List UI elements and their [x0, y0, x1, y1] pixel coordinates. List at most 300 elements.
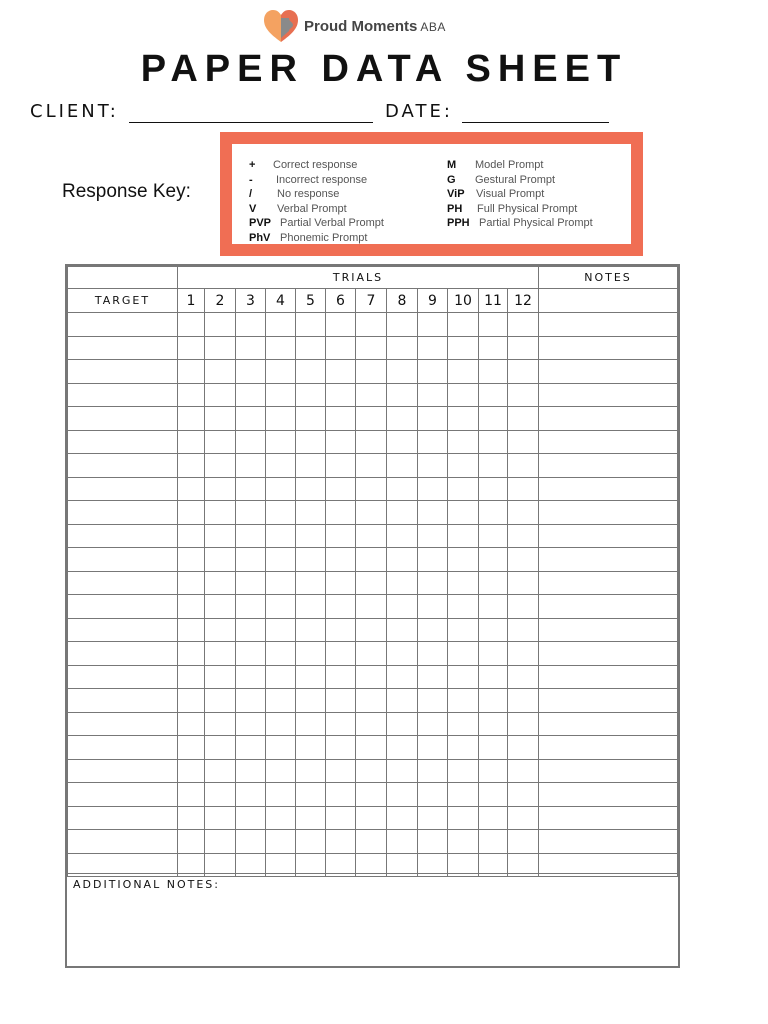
trial-cell[interactable] — [448, 665, 479, 689]
target-cell[interactable] — [68, 430, 178, 454]
trial-cell[interactable] — [418, 642, 448, 666]
trial-cell[interactable] — [205, 360, 236, 384]
trial-cell[interactable] — [508, 454, 539, 478]
trial-cell[interactable] — [205, 689, 236, 713]
trial-cell[interactable] — [178, 689, 205, 713]
trial-cell[interactable] — [448, 642, 479, 666]
trial-cell[interactable] — [479, 407, 508, 431]
notes-cell[interactable] — [539, 618, 678, 642]
target-cell[interactable] — [68, 830, 178, 854]
trial-cell[interactable] — [296, 524, 326, 548]
trial-cell[interactable] — [266, 477, 296, 501]
trial-cell[interactable] — [356, 454, 387, 478]
trial-cell[interactable] — [296, 689, 326, 713]
trial-cell[interactable] — [296, 571, 326, 595]
trial-cell[interactable] — [387, 783, 418, 807]
target-cell[interactable] — [68, 477, 178, 501]
trial-cell[interactable] — [296, 806, 326, 830]
trial-cell[interactable] — [326, 712, 356, 736]
trial-cell[interactable] — [296, 712, 326, 736]
trial-cell[interactable] — [236, 430, 266, 454]
trial-cell[interactable] — [387, 665, 418, 689]
target-cell[interactable] — [68, 665, 178, 689]
trial-cell[interactable] — [508, 383, 539, 407]
notes-cell[interactable] — [539, 759, 678, 783]
trial-cell[interactable] — [205, 595, 236, 619]
trial-cell[interactable] — [508, 336, 539, 360]
trial-cell[interactable] — [205, 336, 236, 360]
notes-cell[interactable] — [539, 430, 678, 454]
trial-cell[interactable] — [387, 524, 418, 548]
trial-cell[interactable] — [418, 618, 448, 642]
trial-cell[interactable] — [387, 477, 418, 501]
trial-cell[interactable] — [387, 689, 418, 713]
trial-cell[interactable] — [178, 618, 205, 642]
trial-cell[interactable] — [236, 759, 266, 783]
trial-cell[interactable] — [356, 360, 387, 384]
trial-cell[interactable] — [326, 571, 356, 595]
trial-cell[interactable] — [266, 454, 296, 478]
trial-cell[interactable] — [479, 524, 508, 548]
trial-cell[interactable] — [205, 830, 236, 854]
trial-cell[interactable] — [296, 830, 326, 854]
trial-cell[interactable] — [448, 689, 479, 713]
trial-cell[interactable] — [479, 571, 508, 595]
trial-cell[interactable] — [236, 806, 266, 830]
trial-cell[interactable] — [236, 712, 266, 736]
trial-cell[interactable] — [178, 477, 205, 501]
trial-cell[interactable] — [479, 477, 508, 501]
trial-cell[interactable] — [296, 430, 326, 454]
trial-cell[interactable] — [205, 618, 236, 642]
trial-cell[interactable] — [387, 736, 418, 760]
trial-cell[interactable] — [178, 571, 205, 595]
trial-cell[interactable] — [178, 407, 205, 431]
trial-cell[interactable] — [296, 759, 326, 783]
target-cell[interactable] — [68, 360, 178, 384]
trial-cell[interactable] — [266, 548, 296, 572]
trial-cell[interactable] — [205, 712, 236, 736]
trial-cell[interactable] — [448, 595, 479, 619]
trial-cell[interactable] — [418, 313, 448, 337]
trial-cell[interactable] — [356, 548, 387, 572]
notes-cell[interactable] — [539, 407, 678, 431]
trial-cell[interactable] — [418, 383, 448, 407]
trial-cell[interactable] — [266, 524, 296, 548]
notes-cell[interactable] — [539, 383, 678, 407]
trial-cell[interactable] — [448, 618, 479, 642]
trial-cell[interactable] — [356, 689, 387, 713]
trial-cell[interactable] — [326, 336, 356, 360]
trial-cell[interactable] — [205, 548, 236, 572]
target-cell[interactable] — [68, 618, 178, 642]
target-cell[interactable] — [68, 501, 178, 525]
target-cell[interactable] — [68, 548, 178, 572]
trial-cell[interactable] — [326, 830, 356, 854]
notes-cell[interactable] — [539, 665, 678, 689]
target-cell[interactable] — [68, 736, 178, 760]
trial-cell[interactable] — [356, 830, 387, 854]
trial-cell[interactable] — [326, 430, 356, 454]
trial-cell[interactable] — [236, 571, 266, 595]
trial-cell[interactable] — [479, 501, 508, 525]
additional-notes-area[interactable] — [67, 873, 678, 966]
trial-cell[interactable] — [266, 642, 296, 666]
trial-cell[interactable] — [266, 830, 296, 854]
trial-cell[interactable] — [178, 665, 205, 689]
target-cell[interactable] — [68, 571, 178, 595]
trial-cell[interactable] — [387, 454, 418, 478]
notes-cell[interactable] — [539, 336, 678, 360]
trial-cell[interactable] — [296, 642, 326, 666]
trial-cell[interactable] — [236, 407, 266, 431]
trial-cell[interactable] — [448, 548, 479, 572]
trial-cell[interactable] — [178, 806, 205, 830]
trial-cell[interactable] — [387, 360, 418, 384]
trial-cell[interactable] — [296, 548, 326, 572]
trial-cell[interactable] — [236, 360, 266, 384]
trial-cell[interactable] — [418, 736, 448, 760]
trial-cell[interactable] — [178, 524, 205, 548]
trial-cell[interactable] — [387, 712, 418, 736]
trial-cell[interactable] — [266, 407, 296, 431]
trial-cell[interactable] — [448, 407, 479, 431]
trial-cell[interactable] — [448, 830, 479, 854]
trial-cell[interactable] — [387, 336, 418, 360]
trial-cell[interactable] — [448, 712, 479, 736]
trial-cell[interactable] — [479, 689, 508, 713]
notes-cell[interactable] — [539, 477, 678, 501]
trial-cell[interactable] — [205, 642, 236, 666]
notes-cell[interactable] — [539, 548, 678, 572]
trial-cell[interactable] — [326, 783, 356, 807]
trial-cell[interactable] — [418, 759, 448, 783]
trial-cell[interactable] — [418, 806, 448, 830]
trial-cell[interactable] — [418, 454, 448, 478]
trial-cell[interactable] — [178, 336, 205, 360]
trial-cell[interactable] — [236, 477, 266, 501]
trial-cell[interactable] — [418, 548, 448, 572]
trial-cell[interactable] — [296, 336, 326, 360]
trial-cell[interactable] — [178, 430, 205, 454]
notes-cell[interactable] — [539, 595, 678, 619]
trial-cell[interactable] — [296, 665, 326, 689]
trial-cell[interactable] — [448, 783, 479, 807]
trial-cell[interactable] — [236, 736, 266, 760]
trial-cell[interactable] — [448, 313, 479, 337]
trial-cell[interactable] — [205, 759, 236, 783]
trial-cell[interactable] — [418, 830, 448, 854]
trial-cell[interactable] — [326, 759, 356, 783]
trial-cell[interactable] — [236, 783, 266, 807]
trial-cell[interactable] — [236, 689, 266, 713]
trial-cell[interactable] — [356, 571, 387, 595]
trial-cell[interactable] — [326, 665, 356, 689]
trial-cell[interactable] — [236, 595, 266, 619]
trial-cell[interactable] — [508, 712, 539, 736]
trial-cell[interactable] — [356, 618, 387, 642]
trial-cell[interactable] — [356, 524, 387, 548]
trial-cell[interactable] — [508, 430, 539, 454]
trial-cell[interactable] — [296, 477, 326, 501]
notes-cell[interactable] — [539, 454, 678, 478]
trial-cell[interactable] — [178, 383, 205, 407]
trial-cell[interactable] — [356, 712, 387, 736]
target-cell[interactable] — [68, 759, 178, 783]
trial-cell[interactable] — [508, 477, 539, 501]
trial-cell[interactable] — [356, 407, 387, 431]
trial-cell[interactable] — [326, 736, 356, 760]
trial-cell[interactable] — [418, 689, 448, 713]
trial-cell[interactable] — [326, 360, 356, 384]
notes-cell[interactable] — [539, 524, 678, 548]
trial-cell[interactable] — [387, 501, 418, 525]
notes-cell[interactable] — [539, 736, 678, 760]
trial-cell[interactable] — [178, 830, 205, 854]
trial-cell[interactable] — [356, 430, 387, 454]
target-cell[interactable] — [68, 595, 178, 619]
trial-cell[interactable] — [508, 548, 539, 572]
trial-cell[interactable] — [479, 595, 508, 619]
trial-cell[interactable] — [479, 548, 508, 572]
trial-cell[interactable] — [178, 548, 205, 572]
notes-cell[interactable] — [539, 689, 678, 713]
trial-cell[interactable] — [479, 665, 508, 689]
notes-cell[interactable] — [539, 571, 678, 595]
trial-cell[interactable] — [418, 477, 448, 501]
trial-cell[interactable] — [387, 407, 418, 431]
trial-cell[interactable] — [266, 712, 296, 736]
notes-cell[interactable] — [539, 806, 678, 830]
trial-cell[interactable] — [266, 595, 296, 619]
trial-cell[interactable] — [508, 313, 539, 337]
trial-cell[interactable] — [448, 477, 479, 501]
trial-cell[interactable] — [266, 759, 296, 783]
trial-cell[interactable] — [387, 383, 418, 407]
trial-cell[interactable] — [205, 477, 236, 501]
trial-cell[interactable] — [356, 806, 387, 830]
trial-cell[interactable] — [356, 665, 387, 689]
trial-cell[interactable] — [296, 501, 326, 525]
trial-cell[interactable] — [418, 665, 448, 689]
trial-cell[interactable] — [178, 501, 205, 525]
trial-cell[interactable] — [418, 407, 448, 431]
trial-cell[interactable] — [205, 806, 236, 830]
trial-cell[interactable] — [418, 501, 448, 525]
trial-cell[interactable] — [296, 407, 326, 431]
trial-cell[interactable] — [296, 313, 326, 337]
trial-cell[interactable] — [326, 454, 356, 478]
trial-cell[interactable] — [508, 806, 539, 830]
trial-cell[interactable] — [448, 336, 479, 360]
trial-cell[interactable] — [236, 336, 266, 360]
trial-cell[interactable] — [236, 642, 266, 666]
notes-cell[interactable] — [539, 313, 678, 337]
trial-cell[interactable] — [205, 665, 236, 689]
trial-cell[interactable] — [205, 383, 236, 407]
trial-cell[interactable] — [205, 524, 236, 548]
trial-cell[interactable] — [448, 806, 479, 830]
trial-cell[interactable] — [236, 383, 266, 407]
trial-cell[interactable] — [387, 548, 418, 572]
trial-cell[interactable] — [508, 665, 539, 689]
target-cell[interactable] — [68, 806, 178, 830]
trial-cell[interactable] — [387, 313, 418, 337]
trial-cell[interactable] — [326, 524, 356, 548]
trial-cell[interactable] — [418, 524, 448, 548]
date-field[interactable] — [462, 122, 609, 123]
trial-cell[interactable] — [479, 830, 508, 854]
trial-cell[interactable] — [205, 783, 236, 807]
trial-cell[interactable] — [479, 783, 508, 807]
trial-cell[interactable] — [356, 736, 387, 760]
trial-cell[interactable] — [326, 689, 356, 713]
trial-cell[interactable] — [508, 407, 539, 431]
trial-cell[interactable] — [326, 501, 356, 525]
target-cell[interactable] — [68, 313, 178, 337]
target-cell[interactable] — [68, 336, 178, 360]
trial-cell[interactable] — [266, 783, 296, 807]
trial-cell[interactable] — [326, 407, 356, 431]
trial-cell[interactable] — [479, 712, 508, 736]
trial-cell[interactable] — [387, 806, 418, 830]
trial-cell[interactable] — [479, 360, 508, 384]
trial-cell[interactable] — [296, 618, 326, 642]
trial-cell[interactable] — [266, 501, 296, 525]
trial-cell[interactable] — [178, 642, 205, 666]
trial-cell[interactable] — [296, 595, 326, 619]
trial-cell[interactable] — [236, 665, 266, 689]
trial-cell[interactable] — [356, 759, 387, 783]
trial-cell[interactable] — [236, 830, 266, 854]
trial-cell[interactable] — [178, 783, 205, 807]
trial-cell[interactable] — [508, 360, 539, 384]
trial-cell[interactable] — [326, 806, 356, 830]
trial-cell[interactable] — [205, 407, 236, 431]
trial-cell[interactable] — [326, 642, 356, 666]
trial-cell[interactable] — [508, 830, 539, 854]
trial-cell[interactable] — [387, 430, 418, 454]
trial-cell[interactable] — [178, 454, 205, 478]
trial-cell[interactable] — [266, 360, 296, 384]
trial-cell[interactable] — [387, 571, 418, 595]
target-cell[interactable] — [68, 407, 178, 431]
trial-cell[interactable] — [205, 571, 236, 595]
trial-cell[interactable] — [448, 454, 479, 478]
trial-cell[interactable] — [387, 830, 418, 854]
trial-cell[interactable] — [296, 736, 326, 760]
trial-cell[interactable] — [266, 383, 296, 407]
notes-cell[interactable] — [539, 783, 678, 807]
trial-cell[interactable] — [418, 430, 448, 454]
trial-cell[interactable] — [479, 736, 508, 760]
trial-cell[interactable] — [448, 383, 479, 407]
trial-cell[interactable] — [479, 642, 508, 666]
trial-cell[interactable] — [387, 595, 418, 619]
trial-cell[interactable] — [236, 524, 266, 548]
trial-cell[interactable] — [236, 501, 266, 525]
trial-cell[interactable] — [508, 783, 539, 807]
trial-cell[interactable] — [266, 430, 296, 454]
trial-cell[interactable] — [387, 642, 418, 666]
trial-cell[interactable] — [508, 642, 539, 666]
trial-cell[interactable] — [326, 313, 356, 337]
trial-cell[interactable] — [479, 806, 508, 830]
trial-cell[interactable] — [266, 313, 296, 337]
trial-cell[interactable] — [387, 759, 418, 783]
trial-cell[interactable] — [479, 383, 508, 407]
trial-cell[interactable] — [356, 595, 387, 619]
trial-cell[interactable] — [326, 383, 356, 407]
trial-cell[interactable] — [326, 477, 356, 501]
trial-cell[interactable] — [236, 454, 266, 478]
notes-cell[interactable] — [539, 830, 678, 854]
trial-cell[interactable] — [508, 618, 539, 642]
trial-cell[interactable] — [266, 665, 296, 689]
target-cell[interactable] — [68, 642, 178, 666]
target-cell[interactable] — [68, 383, 178, 407]
trial-cell[interactable] — [448, 501, 479, 525]
trial-cell[interactable] — [508, 736, 539, 760]
notes-cell[interactable] — [539, 360, 678, 384]
trial-cell[interactable] — [508, 759, 539, 783]
trial-cell[interactable] — [296, 383, 326, 407]
trial-cell[interactable] — [205, 501, 236, 525]
trial-cell[interactable] — [326, 618, 356, 642]
trial-cell[interactable] — [296, 454, 326, 478]
trial-cell[interactable] — [356, 383, 387, 407]
trial-cell[interactable] — [356, 642, 387, 666]
trial-cell[interactable] — [296, 360, 326, 384]
trial-cell[interactable] — [448, 759, 479, 783]
trial-cell[interactable] — [178, 712, 205, 736]
trial-cell[interactable] — [178, 313, 205, 337]
trial-cell[interactable] — [178, 360, 205, 384]
trial-cell[interactable] — [266, 571, 296, 595]
notes-cell[interactable] — [539, 712, 678, 736]
trial-cell[interactable] — [448, 571, 479, 595]
trial-cell[interactable] — [508, 571, 539, 595]
trial-cell[interactable] — [178, 736, 205, 760]
trial-cell[interactable] — [508, 595, 539, 619]
trial-cell[interactable] — [236, 313, 266, 337]
target-cell[interactable] — [68, 524, 178, 548]
trial-cell[interactable] — [418, 360, 448, 384]
trial-cell[interactable] — [448, 736, 479, 760]
trial-cell[interactable] — [356, 336, 387, 360]
trial-cell[interactable] — [236, 548, 266, 572]
trial-cell[interactable] — [479, 454, 508, 478]
client-field[interactable] — [129, 122, 373, 123]
trial-cell[interactable] — [326, 595, 356, 619]
trial-cell[interactable] — [356, 477, 387, 501]
trial-cell[interactable] — [479, 336, 508, 360]
trial-cell[interactable] — [479, 618, 508, 642]
trial-cell[interactable] — [448, 430, 479, 454]
trial-cell[interactable] — [205, 430, 236, 454]
trial-cell[interactable] — [178, 759, 205, 783]
trial-cell[interactable] — [266, 736, 296, 760]
trial-cell[interactable] — [508, 524, 539, 548]
trial-cell[interactable] — [205, 454, 236, 478]
trial-cell[interactable] — [205, 313, 236, 337]
trial-cell[interactable] — [178, 595, 205, 619]
trial-cell[interactable] — [479, 430, 508, 454]
trial-cell[interactable] — [356, 501, 387, 525]
trial-cell[interactable] — [418, 571, 448, 595]
trial-cell[interactable] — [266, 689, 296, 713]
trial-cell[interactable] — [418, 595, 448, 619]
